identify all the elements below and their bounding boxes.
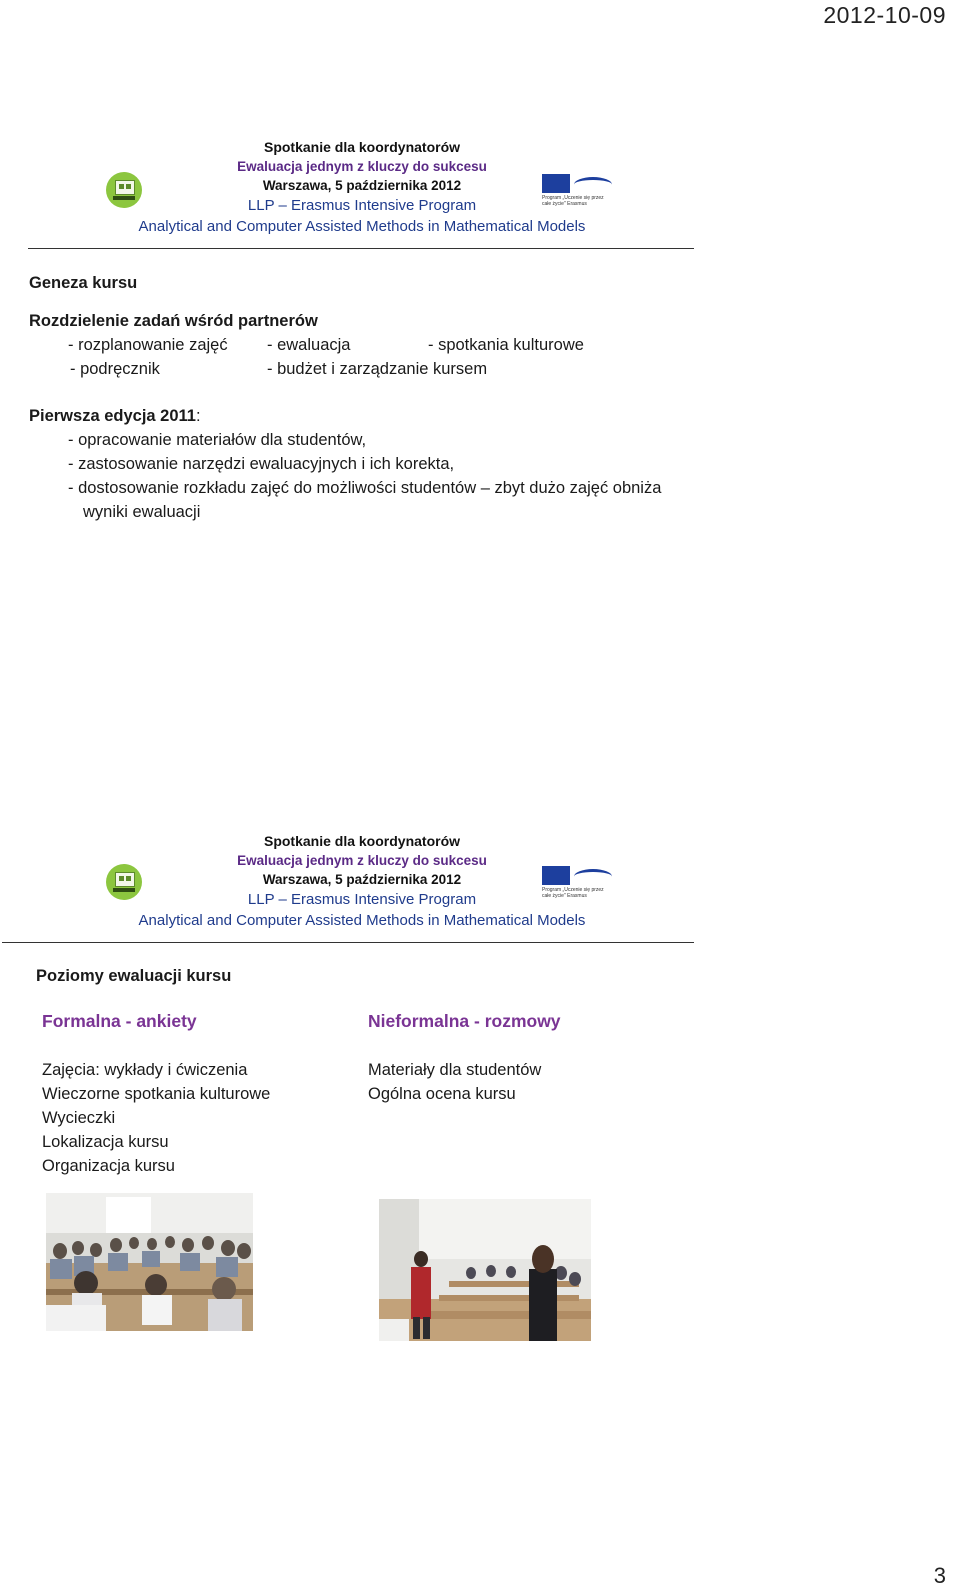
slide-header (117, 138, 607, 238)
list-item: Zajęcia: wykłady i ćwiczenia (42, 1061, 248, 1079)
list-item: - dostosowanie rozkładu zajęć do możliwości studentów – zbyt dużo zajęć obniża (68, 479, 662, 497)
slide-geneza (0, 138, 960, 558)
task-item: - budżet i zarządzanie kursem (267, 360, 488, 378)
header-meeting-title: Spotkanie dla koordynatorów (263, 139, 461, 155)
document-date: 2012-10-09 (823, 2, 946, 28)
header-program: LLP – Erasmus Intensive Program (247, 197, 477, 214)
task-item: - rozplanowanie zajęć (68, 336, 228, 354)
list-item: Organizacja kursu (42, 1157, 175, 1175)
informal-heading: Nieformalna - rozmowy (368, 1011, 561, 1031)
formal-heading: Formalna - ankiety (42, 1011, 197, 1031)
slide-title: Geneza kursu (29, 274, 138, 292)
informal-list (368, 1058, 541, 1106)
classroom-photo (379, 1199, 591, 1341)
list-item: Materiały dla studentów (368, 1061, 542, 1079)
list-item: Wieczorne spotkania kulturowe (42, 1085, 271, 1103)
header-place-date: Warszawa, 5 października 2012 (262, 178, 462, 193)
eu-llp-logo-icon: Program „Uczenie się przez całe życie" Erasmus (542, 866, 614, 900)
task-item: - spotkania kulturowe (428, 336, 584, 354)
header-divider (2, 942, 694, 943)
list-item: - opracowanie materiałów dla studentów, (68, 431, 367, 449)
header-course-name: Analytical and Computer Assisted Methods in Mathematical Models (138, 912, 586, 929)
list-item: wyniki ewaluacji (83, 503, 201, 521)
list-item: - zastosowanie narzędzi ewaluacyjnych i ich korekta, (68, 455, 455, 473)
slide-header (117, 832, 607, 932)
list-item: Lokalizacja kursu (42, 1133, 169, 1151)
formal-list (42, 1058, 270, 1178)
list-item: Ogólna ocena kursu (368, 1085, 516, 1103)
header-subtitle: Ewaluacja jednym z kluczy do sukcesu (237, 853, 487, 868)
slide-poziomy (0, 833, 960, 1366)
section-heading-edition: Pierwsza edycja 2011: (29, 407, 201, 425)
header-place-date: Warszawa, 5 października 2012 (262, 872, 462, 887)
task-item: - podręcznik (70, 360, 160, 378)
header-meeting-title: Spotkanie dla koordynatorów (263, 833, 461, 849)
task-item: - ewaluacja (267, 336, 351, 354)
lecture-hall-photo (46, 1193, 253, 1331)
eu-llp-logo-icon: Program „Uczenie się przez całe życie" Erasmus (542, 174, 614, 208)
section-heading-tasks: Rozdzielenie zadań wśród partnerów (29, 312, 318, 330)
slide-title: Poziomy ewaluacji kursu (36, 967, 232, 985)
header-subtitle: Ewaluacja jednym z kluczy do sukcesu (237, 159, 487, 174)
header-course-name: Analytical and Computer Assisted Methods in Mathematical Models (138, 218, 586, 235)
header-program: LLP – Erasmus Intensive Program (247, 891, 477, 908)
page-number: 3 (933, 1563, 946, 1588)
header-divider (28, 248, 694, 249)
list-item: Wycieczki (42, 1109, 116, 1127)
